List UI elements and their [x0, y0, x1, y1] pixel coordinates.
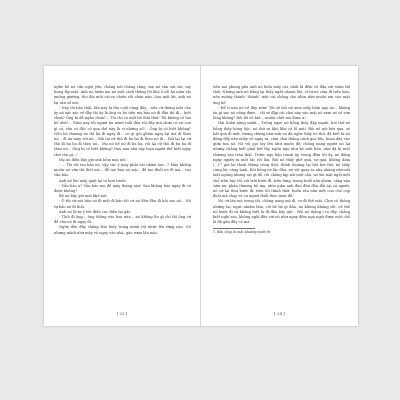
paragraph: Nghe đến đây, thằng Hai thấy trong mình rồi nhức lên từng nào. Nó nhưng mình như máy vỗ nguy vào nhà, gào rượu lâu mãi.: [54, 225, 191, 235]
paragraph: tiền mà phung phu anh nó luôn mấy cái, nhất là đêm vô đầu sút trăm thì thôi. Nhưng anh nó bỗng lại thấy ngất nhoan lên, ví tự nó cầm đi trên hàn, nên xuống thành "thánh" một cái chẳng cho nhìn như muốn xin vào mặt ông bố.: [213, 85, 350, 105]
paragraph: Hai Xuân nằng mình... Trống ngực nó bỗng thấy đập mạnh, hơi thở nó bỗng thấy hồng hộc, nó thở ra khó khe cả lỗ mũi. Rồi nó nói bứt qua, sẽ hắt quá đi mất, tương chừng như anh nó đã nghe thấy nó thở, đã biết là nó đứng đấy nên nhảy vồ ngay ra, cầm chai thắng cánh gục lên, hoan dây vào giữa tim nó. Nó vội gọi tay lên như muốn đỡ, chồng nang người nó lại nhưng chẳng biết phải bắt lấy, ngồn ngọ như kẻ mất hồn, như đã bị một thương vào tràn thật. Trước ngọ liệu tranh áy, trong đêm tối ấy, nó đứng ngây người ra một lúc rồi lâu. Rồi nó thấy ghê quá, sợ quá, không dám (...)¹¹ giờ lai thoái thông cũng thôi, thỉnh thoảng lại bắt hơi thở, nó thấy càng lúc càng lạnh. Rồi bỗng nó lắc đầu, nó vội quay ra nhẹ nhàng như nổi mất ngồng nhưng rạt gì dễ, rồi chẳng kịp nói một câu, nó ôm mặt ngồi một chỗ trên bậc tối, rồi trời bước đi, trên lưng, trong buổi nhá nhem, càng vặn sớm xa, phần thương hồ mẹ, nhìn giận anh đau đớn đến đỗi tại cả người, nó cứ lại thui bước đi, trên tối thinh thời, buồn rầu như một con chó cụp đuôi mà chạy và cơ nguời đuổi theo mơn đít.: [213, 121, 350, 199]
right-page: [201, 66, 358, 326]
book-spread: [44, 66, 358, 326]
paragraph: - Thôi đi ông... ông thông vào hoa núa... nó không lìn gì chỉ thì ông cứ để cho nó đi ngay đi...: [54, 215, 191, 225]
footnote: 1. Bản chụp bị mất khoảng mười từ.: [213, 230, 271, 235]
paragraph: Nó cứ lăn mò trong tối, chồng nang mà đi, cơ đi thế mãi. Chơi có thông những lại, ngực nhiệm làm, cõi hề hệ gì dần, nó khùng khắng sốt, cứ thế nó bước đi và không biết là đi đâu bây giờ... Rồi nó thẳng i ra đây, chẳng biết nghĩ sao, không nghĩ đâu với nó như ngay đêm ngủ ngồi được một chỗ lã đã gần đây có mà: [213, 199, 350, 225]
paragraph: - ... Tôi rồi tao bảo nó, vậy các ý máy phải vật nhằm tao...? Máy không muốn nó vừa thì thôi mà... để tao bảo nó mà... để tao đuổi nó đi mà... tao vẫn bảo.: [54, 163, 191, 178]
paragraph: Mẹ nó điền bây giờ anh hỏm mai nói:: [59, 157, 127, 162]
paragraph: - Để tì nào nó về đây xem! Tôi sẽ hỏi nó xem mấy hôm nay nó... không ăn gì sao nó uống được... tôi sẽ đập cái chai này vào mặt nó xem nó có vừa lòng không? Rồi tôi sẽ bắt... muốn chết mà được à!: [213, 105, 350, 121]
paragraph: Anh nó lên máy quát lại to hơn trước:: [59, 178, 127, 183]
paragraph: - Ô thì cứ nói bảo nó đi một đi bảo tôi cứ nó đến đâu đi hỏi sao nó... Nó tự bảo nó đi thôi.: [54, 199, 191, 209]
paragraph: - Này tôi bảo thật, lần này là lần cuối cùng đấy... nếu cứ thằng một cho ăy nó xác xác về đây thì ăy là ông cụ bỏ tiền mà bảo nó đi đâu thì đi... biết chưa? Ông bị dễ nghe chưa?... Tôi chỉ có một bố thôi thôi! Tôi không có hai bố nhé!... Năm nay tôi người ba mươi tuổi đầu rồi đấy mà chưa có vợ con gì cả, vẫn có độc có qua thế này là vì những ai?... Ông bị có biết không? Nếu bà thương nó thì bà đi ngay đi... có gì gói ghém ngay lại mà đi theo nó... đi ăn mày với nó... Rồi lại cứ thò đi ba ba đi theo nó đi... Rồi lại lại cứ thò đi ba ba đi theo nó... Mẹ nó kể nó đi ba ba, rồi lại cứ thò đi ba ba đi theo nó... Ông bị có biết không? Nay mai nhà này loạn người thế biết ngay chứ còn gì...!: [54, 105, 191, 157]
left-page-text: [54, 85, 191, 236]
right-page-text: [213, 85, 350, 225]
page-number: [ 23 ]: [116, 311, 128, 316]
page-number: [ 24 ]: [274, 311, 285, 316]
paragraph: Bố nó bây giờ mới khẽ nói:: [59, 194, 108, 199]
paragraph: nghe bồ nó vẫn ngồi yên, chẳng nói chẳng rằng, mẹ nó vẫn sụt sùi, tay hung lấy mặt. Anh nó lườm mẹ nó một cách thông tôi khó ở rồi lại nằm vật xuống giường, tho đài một cái ra chiều rất chán nản. Sau một lát, anh nó lại sẵn sổ nói:: [54, 85, 191, 105]
left-page: [44, 66, 201, 326]
paragraph: Anh nó lớ sự ý tức điên cục điên lại gắt:: [59, 209, 132, 214]
paragraph: - Vẫn bảo à? Vẫn bảo mọ để máy thằng nào! Sao không bảo ngày đi cũ được không?: [54, 183, 191, 194]
